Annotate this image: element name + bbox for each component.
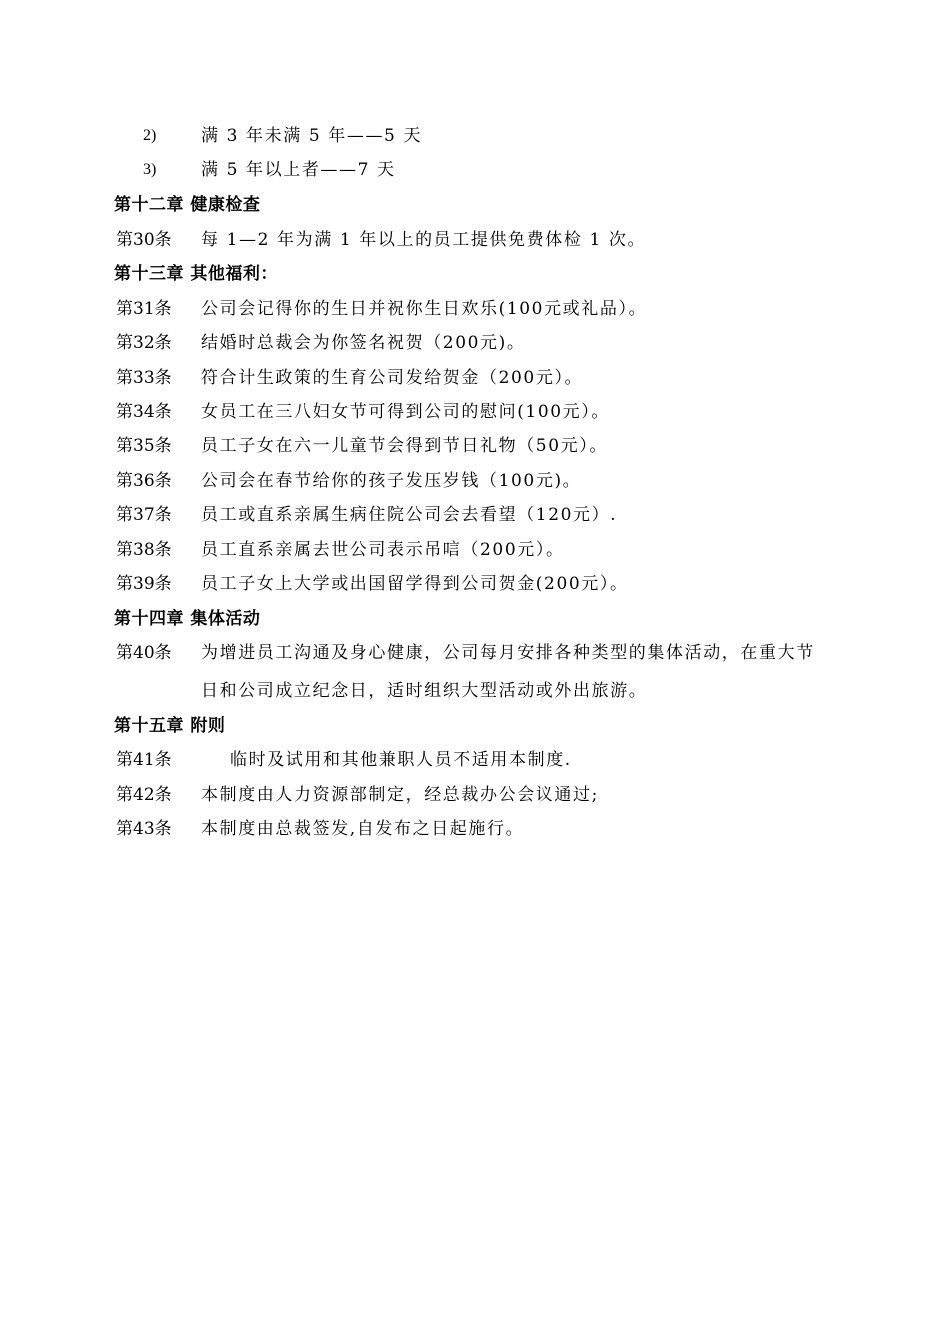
list-item [0,121,950,151]
article-number: 第40条 [116,643,172,663]
article-41 [0,745,950,775]
article-text: 本制度由总裁签发,自发布之日起施行。 [201,819,525,839]
chapter-12-heading [0,190,950,220]
chapter-15-heading [0,711,950,741]
article-text: 本制度由人力资源部制定，经总裁办公会议通过; [201,785,599,805]
article-number: 第37条 [116,505,172,525]
article-number: 第33条 [116,368,172,388]
article-number: 第41条 [116,750,172,770]
article-number: 第31条 [116,299,172,319]
article-number: 第36条 [116,471,172,491]
chapter-13-heading [0,259,950,289]
list-item-number: 2) [143,127,157,144]
article-number: 第43条 [116,819,172,839]
article-number: 第39条 [116,574,172,594]
article-30 [0,225,950,255]
chapter-title: 第十三章 其他福利： [114,264,278,284]
list-item-text: 满 5 年以上者——7 天 [201,160,396,180]
article-number: 第42条 [116,785,172,805]
article-40-continuation [0,676,950,706]
article-number: 第38条 [116,540,172,560]
article-37 [0,500,950,530]
article-text: 公司会记得你的生日并祝你生日欢乐(100元或礼品）。 [201,299,648,319]
article-text: 符合计生政策的生育公司发给贺金（200元）。 [201,368,584,388]
article-text: 结婚时总裁会为你签名祝贺（200元)。 [201,333,526,353]
article-number: 第34条 [116,402,172,422]
list-item-text: 满 3 年未满 5 年——5 天 [201,126,423,146]
article-number: 第35条 [116,436,172,456]
article-text: 员工子女上大学或出国留学得到公司贺金(200元）。 [201,574,629,594]
article-36 [0,466,950,496]
article-text: 为增进员工沟通及身心健康，公司每月安排各种类型的集体活动，在重大节 [201,643,815,663]
article-35 [0,431,950,461]
article-43 [0,814,950,844]
chapter-14-heading [0,604,950,634]
list-item-number: 3) [143,161,157,178]
article-text: 日和公司成立纪念日，适时组织大型活动或外出旅游。 [201,681,648,701]
article-33 [0,363,950,393]
chapter-title: 第十二章 健康检查 [114,195,261,215]
article-text: 女员工在三八妇女节可得到公司的慰问(100元）。 [201,402,610,422]
article-text: 员工子女在六一儿童节会得到节日礼物（50元）。 [201,436,608,456]
article-31 [0,294,950,324]
chapter-title: 第十四章 集体活动 [114,609,261,629]
article-text: 临时及试用和其他兼职人员不适用本制度. [230,750,572,770]
article-32 [0,328,950,358]
chapter-title: 第十五章 附则 [114,716,226,736]
article-40 [0,638,950,668]
article-42 [0,780,950,810]
article-text: 员工直系亲属去世公司表示吊唁（200元）。 [201,540,565,560]
article-text: 员工或直系亲属生病住院公司会去看望（120元）. [201,505,618,525]
article-number: 第32条 [116,333,172,353]
article-number: 第30条 [116,230,172,250]
article-text: 公司会在春节给你的孩子发压岁钱（100元)。 [201,471,582,491]
article-34 [0,397,950,427]
list-item [0,155,950,185]
article-38 [0,535,950,565]
article-39 [0,569,950,599]
article-text: 每 1—2 年为满 1 年以上的员工提供免费体检 1 次。 [201,230,647,250]
